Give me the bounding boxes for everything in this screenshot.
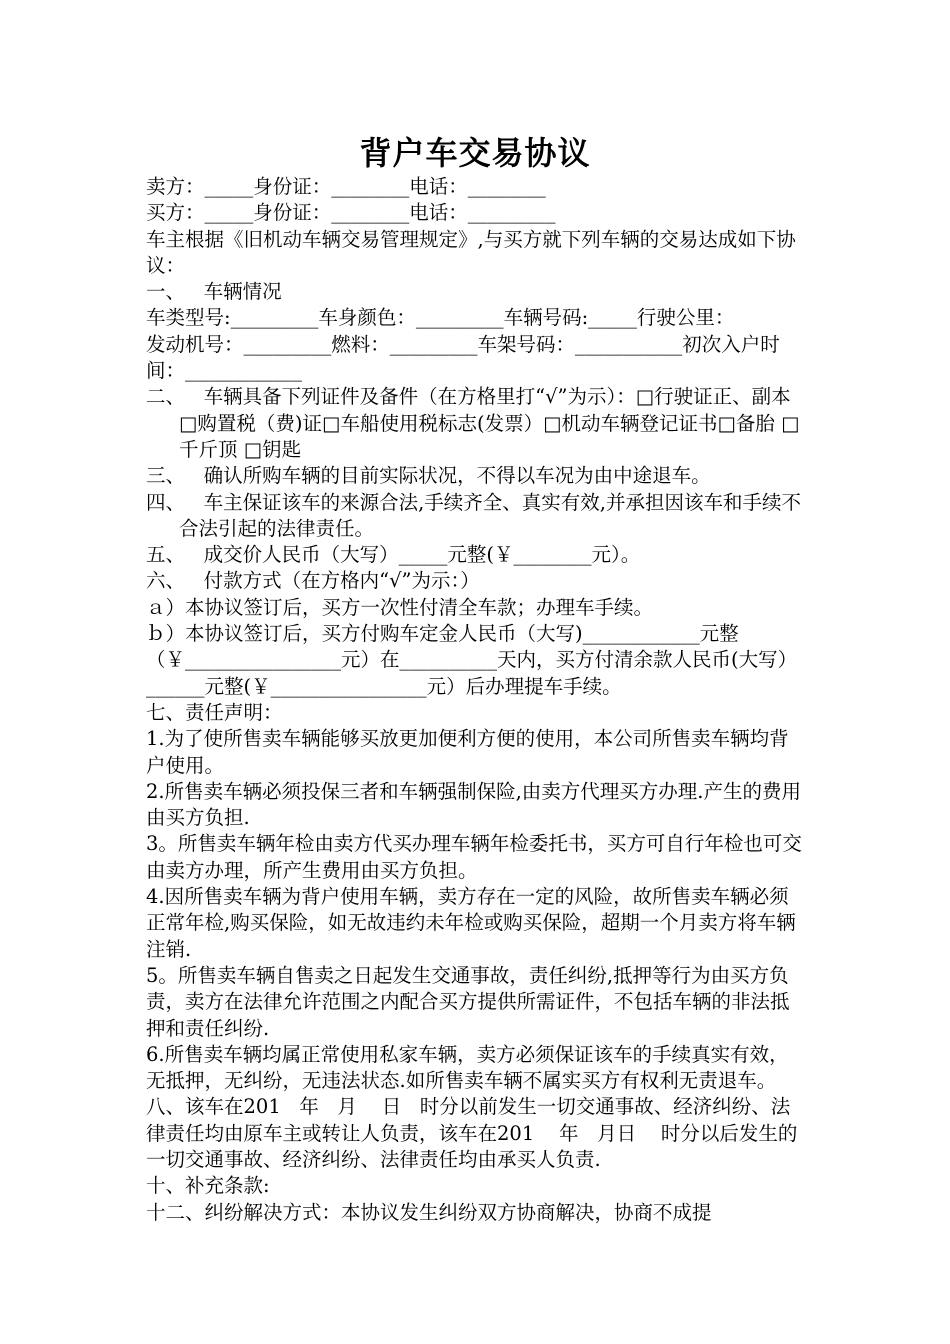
- section-4-guarantee: 四、 车主保证该车的来源合法,手续齐全、真实有效,并承担因该车和手续不合法引起的法律责任。: [146, 490, 801, 540]
- section-8-liability: 八、该车在201 年 月 日 时分以前发生一切交通事故、经济纠纷、法律责任均由原车主或转让人负责，该车在201 年 月日 时分以后发生的一切交通事故、经济纠纷、法律责任均由承买人负责.: [146, 1095, 798, 1171]
- responsibility-item-6: 6.所售卖车辆均属正常使用私家车辆，卖方必须保证该车的手续真实有效，无抵押，无纠纷，无违法状态.如所售卖车辆不属实买方有权利无责退车。: [146, 1042, 789, 1093]
- section-12-dispute: 十二、纠纷解决方式：本协议发生纠纷双方协商解决，协商不成提: [146, 1200, 712, 1224]
- buyer-line: 买方：_____身份证：________电话：_________: [146, 201, 556, 225]
- section-7-heading: 七、责任声明：: [146, 700, 283, 724]
- responsibility-item-1: 1.为了使所售卖车辆能够买放更加便利方便的使用，本公司所售卖车辆均背户使用。: [146, 727, 789, 777]
- section-10-supplementary: 十、补充条款:: [146, 1174, 270, 1198]
- responsibility-item-3: 3。所售卖车辆年检由卖方代买办理车辆年检委托书，买方可自行年检也可交由卖方办理，所产生费用由买方负担。: [146, 832, 802, 882]
- document-title: 背户车交易协议: [359, 134, 591, 172]
- responsibility-item-4: 4.因所售卖车辆为背户使用车辆，卖方存在一定的风险，故所售卖车辆必须正常年检,购买保险，如无故违约未年检或购买保险，超期一个月卖方将车辆注销.: [146, 885, 796, 961]
- section-5-price: 五、 成交价人民币（大写）_____元整(￥________元）。: [146, 543, 641, 567]
- section-2-documents: 二、 车辆具备下列证件及备件（在方格里打“√”为示）：□行驶证正、副本 □购置税（费)证□车船使用税标志(发票）□机动车辆登记证书□备胎 □千斤顶 □钥匙: [146, 385, 800, 461]
- section-1-heading: 一、 车辆情况: [146, 280, 282, 304]
- vehicle-info-line-2: 发动机号：_________燃料：_________车架号码：___________初次入户时间：____________: [146, 332, 780, 383]
- section-3-condition: 三、 确认所购车辆的目前实际状况，不得以车况为由中途退车。: [146, 464, 711, 488]
- responsibility-item-2: 2.所售卖车辆必须投保三者和车辆强制保险,由卖方代理买方办理.产生的费用由买方负担.: [146, 779, 802, 830]
- responsibility-item-5: 5。所售卖车辆自售卖之日起发生交通事故，责任纠纷,抵押等行为由买方负责，卖方在法律允许范围之内配合买方提供所需证件，不包括车辆的非法抵押和责任纠纷.: [146, 963, 790, 1040]
- payment-option-a: ａ）本协议签订后，买方一次性付清全车款；办理车手续。: [146, 595, 654, 619]
- document-body: [146, 174, 808, 1226]
- payment-option-b: ｂ）本协议签订后，买方付购车定金人民币（大写)____________元整（￥________________元）在__________天内，买方付清余款人民币(大写）______元整(￥________________元）后办理提车手续。: [146, 622, 798, 698]
- vehicle-info-line-1: 车类型号:_________车身颜色：_________车辆号码:_____行驶公里：: [146, 306, 735, 330]
- seller-line: 卖方：_____身份证：________电话：________: [146, 175, 546, 198]
- intro-paragraph: 车主根据《旧机动车辆交易管理规定》,与买方就下列车辆的交易达成如下协议：: [146, 227, 796, 277]
- section-6-payment: 六、 付款方式（在方格内“√”为示：）: [146, 569, 480, 593]
